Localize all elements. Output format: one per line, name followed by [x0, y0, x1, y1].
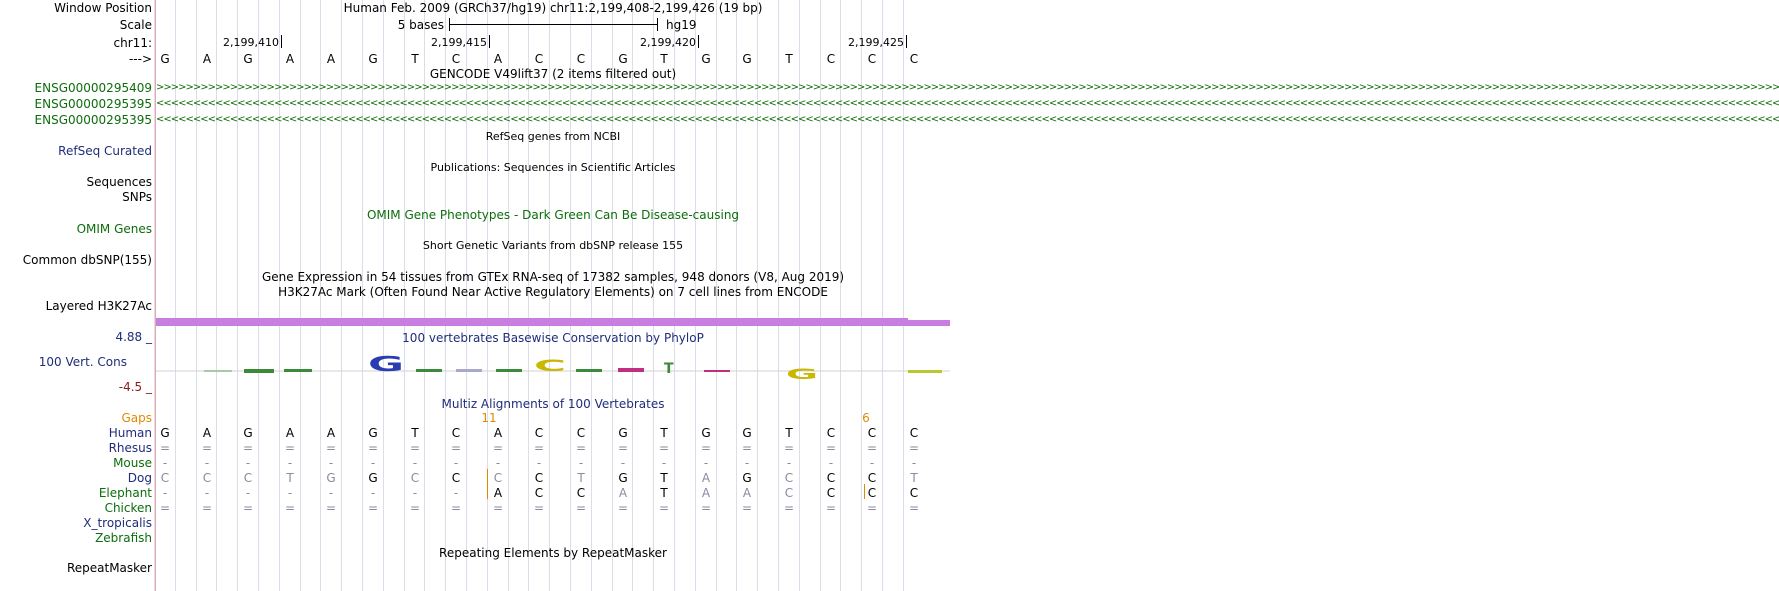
aligned-base: = [575, 501, 587, 515]
aligned-base: A [493, 52, 503, 66]
repeatmasker-label[interactable]: RepeatMasker [66, 561, 152, 575]
aligned-base: = [159, 441, 171, 455]
aligned-base: - [412, 486, 418, 500]
aligned-base: - [661, 456, 667, 470]
aligned-base: = [866, 501, 878, 515]
gencode-track-title[interactable]: GENCODE V49lift37 (2 items filtered out) [429, 67, 677, 81]
aligned-base: = [825, 501, 837, 515]
aligned-base: G [742, 471, 752, 485]
aligned-base: T [286, 471, 294, 485]
aligned-base: G [326, 471, 336, 485]
omim-track-title[interactable]: OMIM Gene Phenotypes - Dark Green Can Be Disease-causing [366, 208, 740, 222]
svg-text:G: G [368, 352, 404, 376]
track-labels [0, 0, 155, 591]
aligned-base: = [533, 501, 545, 515]
coord-tick [489, 35, 490, 48]
scale-bar-line [449, 24, 657, 25]
phylop-track-label[interactable]: 100 Vert. Cons [38, 355, 127, 369]
dbsnp-track-title[interactable]: Short Genetic Variants from dbSNP release 155 [422, 239, 684, 252]
aligned-base: = [492, 441, 504, 455]
aligned-base: C [867, 426, 877, 440]
aligned-base: A [701, 471, 711, 485]
aligned-base: C [909, 52, 919, 66]
aligned-base: C [826, 471, 836, 485]
coord-label: 2,199,410 [223, 36, 279, 49]
svg-text:G: G [786, 367, 818, 383]
aligned-base: C [493, 471, 503, 485]
aligned-base: - [245, 486, 251, 500]
gene-ensg00000295395-reverse-b[interactable]: <<<<<<<<<<<<<<<<<<<<<<<<<<<<<<<<<<<<<<<<<<<<<<<<<<<<<<<<<<<<<<<<<<<<<<<<<<<<<<<<<<<<<<<<<<<<<<<<<<<<<<<<<<<<<<<<<<<<<<<<<<<<<<<<<<<<<<<<<<<<<<<<<<<<<<<<<<<<<<<<<<<<<<<<<<<<<<<<<<<<<<<<<<<<<<<<<<<<<<<<<<<<<<<<<<<<<<<<<<<< [156, 114, 1779, 125]
aligned-base: - [828, 456, 834, 470]
gene-ensg00000295395-reverse-a[interactable]: <<<<<<<<<<<<<<<<<<<<<<<<<<<<<<<<<<<<<<<<<<<<<<<<<<<<<<<<<<<<<<<<<<<<<<<<<<<<<<<<<<<<<<<<<<<<<<<<<<<<<<<<<<<<<<<<<<<<<<<<<<<<<<<<<<<<<<<<<<<<<<<<<<<<<<<<<<<<<<<<<<<<<<<<<<<<<<<<<<<<<<<<<<<<<<<<<<<<<<<<<<<<<<<<<<<<<<<<<<<< [156, 98, 1779, 109]
aligned-base: A [326, 426, 336, 440]
coord-tick [906, 35, 907, 48]
gaps-label: Gaps [121, 411, 152, 425]
aligned-base: - [328, 486, 334, 500]
svg-text:C: C [534, 356, 566, 375]
aligned-base: C [160, 471, 170, 485]
phylop-logo-glyphs [204, 352, 942, 383]
aligned-base: = [617, 501, 629, 515]
species-mouse-label[interactable]: Mouse [113, 456, 152, 470]
aligned-base: C [784, 486, 794, 500]
aligned-base: G [243, 52, 253, 66]
aligned-base: = [908, 501, 920, 515]
aligned-base: A [618, 486, 628, 500]
gap-count[interactable]: 6 [862, 411, 870, 425]
h3k27ac-signal[interactable] [156, 318, 908, 326]
species-elephant-label[interactable]: Elephant [98, 486, 152, 500]
insertion-marker[interactable] [487, 484, 488, 499]
aligned-base: G [618, 52, 628, 66]
aligned-base: C [784, 471, 794, 485]
scale-bar-right-tick [657, 18, 658, 31]
aligned-base: = [741, 441, 753, 455]
species-human-label[interactable]: Human [108, 426, 152, 440]
aligned-base: G [701, 52, 711, 66]
aligned-base: C [867, 486, 877, 500]
aligned-base: G [618, 471, 628, 485]
aligned-base: - [911, 456, 917, 470]
aligned-base: A [493, 426, 503, 440]
aligned-base: - [412, 456, 418, 470]
aligned-base: C [826, 52, 836, 66]
aligned-base: = [201, 501, 213, 515]
h3k27ac-track-title[interactable]: H3K27Ac Mark (Often Found Near Active Regulatory Elements) on 7 cell lines from ENCODE [278, 285, 828, 299]
h3k27ac-signal-tail[interactable] [908, 320, 950, 326]
aligned-base: = [700, 441, 712, 455]
aligned-base: C [534, 471, 544, 485]
omim-genes-label[interactable]: OMIM Genes [76, 222, 152, 236]
aligned-base: T [785, 52, 793, 66]
aligned-base: - [162, 486, 168, 500]
scale-label: Scale [119, 18, 152, 32]
phylop-min-label: -4.5 _ [118, 380, 152, 394]
aligned-base: G [701, 426, 711, 440]
aligned-base: T [577, 471, 585, 485]
aligned-base: A [493, 486, 503, 500]
species-zebrafish-label[interactable]: Zebrafish [95, 531, 152, 545]
aligned-base: = [242, 441, 254, 455]
aligned-base: = [325, 501, 337, 515]
aligned-base: = [284, 501, 296, 515]
insertion-marker[interactable] [864, 484, 865, 499]
aligned-base: C [576, 52, 586, 66]
aligned-base: = [825, 441, 837, 455]
aligned-base: A [742, 486, 752, 500]
aligned-base: A [701, 486, 711, 500]
aligned-base: G [368, 471, 378, 485]
aligned-base: = [617, 441, 629, 455]
phylop-track-title[interactable]: 100 vertebrates Basewise Conservation by PhyloP [402, 331, 704, 345]
phylop-conservation-logo[interactable] [156, 345, 950, 395]
aligned-base: = [284, 441, 296, 455]
aligned-base: T [411, 426, 419, 440]
aligned-base: A [202, 52, 212, 66]
aligned-base: T [660, 52, 668, 66]
aligned-base: G [160, 52, 170, 66]
coord-label: 2,199,420 [640, 36, 696, 49]
scale-bar-text: 5 bases [397, 18, 444, 32]
aligned-base: = [159, 501, 171, 515]
refseq-track-title[interactable]: RefSeq genes from NCBI [485, 130, 621, 143]
aligned-base: C [451, 426, 461, 440]
aligned-base: - [204, 486, 210, 500]
aligned-base: T [910, 471, 918, 485]
aligned-base: = [242, 501, 254, 515]
aligned-base: = [866, 441, 878, 455]
aligned-base: G [368, 52, 378, 66]
aligned-base: C [826, 426, 836, 440]
aligned-base: G [618, 426, 628, 440]
aligned-base: - [744, 456, 750, 470]
aligned-base: C [909, 486, 919, 500]
aligned-base: A [326, 52, 336, 66]
aligned-base: C [534, 486, 544, 500]
aligned-base: - [786, 456, 792, 470]
aligned-base: - [703, 456, 709, 470]
aligned-base: C [867, 471, 877, 485]
insertion-marker[interactable] [487, 469, 488, 484]
aligned-base: = [575, 441, 587, 455]
window-position-label: Window Position [54, 1, 152, 15]
snps-label[interactable]: SNPs [122, 190, 152, 204]
aligned-base: C [202, 471, 212, 485]
aligned-base: = [367, 501, 379, 515]
strand-arrow-label[interactable]: ---> [128, 52, 152, 66]
aligned-base: = [450, 441, 462, 455]
coord-tick [698, 35, 699, 48]
aligned-base: - [869, 456, 875, 470]
aligned-base: C [451, 52, 461, 66]
aligned-base: - [245, 456, 251, 470]
aligned-base: = [492, 501, 504, 515]
publications-track-title[interactable]: Publications: Sequences in Scientific Articles [430, 161, 676, 174]
aligned-base: C [243, 471, 253, 485]
aligned-base: G [742, 426, 752, 440]
aligned-base: T [660, 471, 668, 485]
aligned-base: - [536, 456, 542, 470]
chrom-label: chr11: [113, 36, 152, 50]
aligned-base: - [453, 456, 459, 470]
aligned-base: = [409, 501, 421, 515]
common-dbsnp-label[interactable]: Common dbSNP(155) [22, 253, 152, 267]
aligned-base: - [328, 456, 334, 470]
window-position-text: Human Feb. 2009 (GRCh37/hg19) chr11:2,199,408-2,199,426 (19 bp) [343, 1, 763, 15]
aligned-base: G [368, 426, 378, 440]
sequences-label[interactable]: Sequences [86, 175, 152, 189]
gene-label-ensg00000295395-a[interactable]: ENSG00000295395 [34, 97, 152, 111]
species-chicken-label[interactable]: Chicken [104, 501, 152, 515]
aligned-base: = [783, 501, 795, 515]
aligned-base: G [160, 426, 170, 440]
gap-count[interactable]: 11 [481, 411, 497, 425]
aligned-base: = [409, 441, 421, 455]
gtex-track-title[interactable]: Gene Expression in 54 tissues from GTEx RNA-seq of 17382 samples, 948 donors (V8, Aug 2019) [261, 270, 845, 284]
aligned-base: = [658, 501, 670, 515]
aligned-base: C [451, 471, 461, 485]
aligned-base: - [495, 456, 501, 470]
coord-tick [281, 35, 282, 48]
track-image[interactable] [156, 0, 1779, 591]
gene-ensg00000295409-forward[interactable]: >>>>>>>>>>>>>>>>>>>>>>>>>>>>>>>>>>>>>>>>>>>>>>>>>>>>>>>>>>>>>>>>>>>>>>>>>>>>>>>>>>>>>>>>>>>>>>>>>>>>>>>>>>>>>>>>>>>>>>>>>>>>>>>>>>>>>>>>>>>>>>>>>>>>>>>>>>>>>>>>>>>>>>>>>>>>>>>>>>>>>>>>>>>>>>>>>>>>>>>>>>>>>>>>>>>>>>>>>>>> [156, 82, 1779, 93]
aligned-base: A [202, 426, 212, 440]
aligned-base: A [285, 426, 295, 440]
species-dog-label[interactable]: Dog [127, 471, 152, 485]
aligned-base: T [660, 426, 668, 440]
aligned-base: T [411, 52, 419, 66]
aligned-base: C [410, 471, 420, 485]
aligned-base: C [867, 52, 877, 66]
aligned-base: - [162, 456, 168, 470]
svg-text:T: T [664, 361, 674, 377]
repeatmasker-track-title[interactable]: Repeating Elements by RepeatMasker [439, 546, 667, 560]
gene-label-ensg00000295409[interactable]: ENSG00000295409 [34, 81, 152, 95]
aligned-base: = [658, 441, 670, 455]
aligned-base: = [450, 501, 462, 515]
aligned-base: - [287, 456, 293, 470]
aligned-base: - [578, 456, 584, 470]
aligned-base: C [826, 486, 836, 500]
coord-label: 2,199,425 [848, 36, 904, 49]
coord-label: 2,199,415 [431, 36, 487, 49]
aligned-base: - [620, 456, 626, 470]
aligned-base: - [287, 486, 293, 500]
aligned-base: T [785, 426, 793, 440]
aligned-base: C [576, 486, 586, 500]
layered-h3k27ac-label[interactable]: Layered H3K27Ac [45, 299, 152, 313]
aligned-base: = [533, 441, 545, 455]
aligned-base: C [909, 426, 919, 440]
aligned-base: = [325, 441, 337, 455]
aligned-base: - [204, 456, 210, 470]
aligned-base: G [742, 52, 752, 66]
aligned-base: - [370, 456, 376, 470]
aligned-base: = [367, 441, 379, 455]
aligned-base: = [783, 441, 795, 455]
aligned-base: C [576, 426, 586, 440]
species-rhesus-label[interactable]: Rhesus [108, 441, 152, 455]
aligned-base: = [908, 441, 920, 455]
phylop-max-label: 4.88 _ [115, 330, 152, 344]
species-xtropicalis-label[interactable]: X_tropicalis [83, 516, 152, 530]
aligned-base: - [370, 486, 376, 500]
aligned-base: - [453, 486, 459, 500]
aligned-base: = [700, 501, 712, 515]
aligned-base: G [243, 426, 253, 440]
refseq-curated-label[interactable]: RefSeq Curated [58, 144, 152, 158]
aligned-base: C [534, 52, 544, 66]
scale-bar-assembly: hg19 [666, 18, 697, 32]
aligned-base: = [741, 501, 753, 515]
aligned-base: C [534, 426, 544, 440]
multiz-track-title[interactable]: Multiz Alignments of 100 Vertebrates [441, 397, 665, 411]
aligned-base: = [201, 441, 213, 455]
aligned-base: T [660, 486, 668, 500]
gene-label-ensg00000295395-b[interactable]: ENSG00000295395 [34, 113, 152, 127]
aligned-base: A [285, 52, 295, 66]
